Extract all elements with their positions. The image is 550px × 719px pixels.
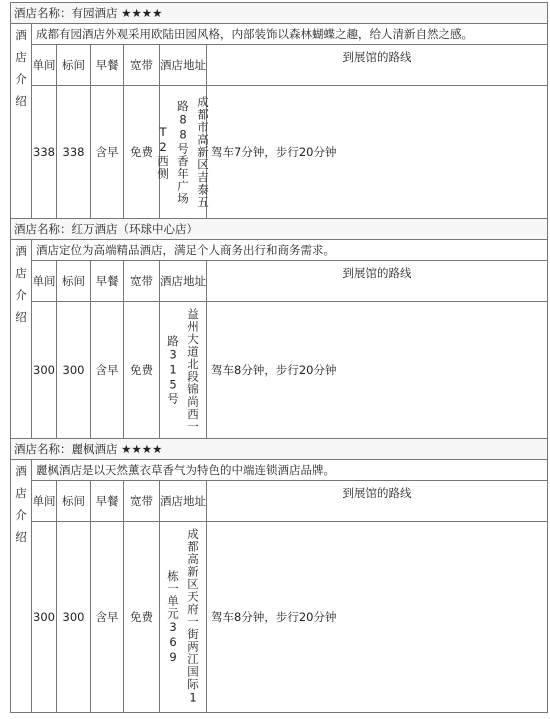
- address-text: 益州大道北段锦尚西一路315号: [166, 307, 200, 433]
- hotel-title: 酒店名称：有园酒店 ★★★★: [10, 2, 548, 23]
- cell-standard: 338: [57, 86, 91, 218]
- intro-char: 酒: [15, 244, 27, 258]
- header-single: 单间: [32, 45, 57, 85]
- header-standard: 标间: [57, 261, 91, 301]
- cell-single: 338: [32, 86, 57, 218]
- header-breakfast: 早餐: [91, 481, 124, 521]
- header-broadband: 宽带: [124, 261, 160, 301]
- hotel-block: [10, 459, 548, 713]
- hotel-description: 酒店定位为高端精品酒店，满足个人商务出行和商务需求。: [32, 240, 547, 261]
- intro-char: 介: [15, 288, 27, 302]
- cell-address: [156, 86, 210, 218]
- hotel-intro-label: [11, 460, 32, 712]
- header-single: 单间: [32, 261, 57, 301]
- hotel-content: [32, 460, 547, 712]
- header-broadband: 宽带: [124, 481, 160, 521]
- cell-standard: 300: [57, 302, 91, 438]
- intro-char: 酒: [15, 28, 27, 42]
- cell-address: [160, 522, 207, 712]
- intro-char: 店: [15, 50, 27, 64]
- cell-breakfast: 含早: [91, 522, 124, 712]
- cell-broadband: 免费: [124, 86, 160, 218]
- cell-broadband: 免费: [124, 522, 160, 712]
- hotel-content: [32, 240, 547, 438]
- cell-address: [160, 302, 207, 438]
- cell-route: 驾车8分钟，步行20分钟: [211, 363, 337, 377]
- hotel-content: [32, 24, 547, 218]
- hotel-table-row: [32, 522, 547, 712]
- header-breakfast: 早餐: [91, 45, 124, 85]
- intro-char: 酒: [15, 464, 27, 478]
- header-breakfast: 早餐: [91, 261, 124, 301]
- hotel-intro-label: [11, 24, 32, 218]
- address-text: 成都高新区天府一街两江国际1栋一单元369: [166, 528, 200, 706]
- header-standard: 标间: [57, 45, 91, 85]
- hotel-table-header: [32, 45, 547, 86]
- cell-single: 300: [32, 302, 57, 438]
- hotel-block: [10, 239, 548, 438]
- header-address: 酒店地址: [160, 481, 207, 521]
- cell-broadband: 免费: [124, 302, 160, 438]
- intro-char: 介: [15, 508, 27, 522]
- header-address: 酒店地址: [160, 261, 207, 301]
- header-single: 单间: [32, 481, 57, 521]
- intro-char: 介: [15, 72, 27, 86]
- hotel-table-header: [32, 261, 547, 302]
- header-broadband: 宽带: [124, 45, 160, 85]
- address-text: 成都市高新区吉泰五路88号香年广场T2西侧: [156, 95, 210, 209]
- cell-route: 驾车8分钟，步行20分钟: [211, 610, 337, 624]
- header-route: 到展馆的路线: [342, 266, 412, 280]
- hotel-intro-label: [11, 240, 32, 438]
- intro-char: 绍: [15, 310, 27, 324]
- hotel-description: 成都有园酒店外观采用欧陆田园风格，内部装饰以森林蝴蝶之趣，给人清新自然之感。: [32, 24, 547, 45]
- hotel-block: [10, 23, 548, 218]
- header-address: 酒店地址: [160, 45, 207, 85]
- cell-breakfast: 含早: [91, 302, 124, 438]
- hotel-title: 酒店名称：麗枫酒店 ★★★★: [10, 438, 548, 459]
- intro-char: 店: [15, 486, 27, 500]
- hotel-table-row: [32, 302, 547, 438]
- intro-char: 店: [15, 266, 27, 280]
- intro-char: 绍: [15, 94, 27, 108]
- cell-standard: 300: [57, 522, 91, 712]
- intro-char: 绍: [15, 530, 27, 544]
- header-standard: 标间: [57, 481, 91, 521]
- hotel-grid: [10, 2, 548, 713]
- cell-breakfast: 含早: [91, 86, 124, 218]
- header-route: 到展馆的路线: [342, 50, 412, 64]
- header-route: 到展馆的路线: [342, 486, 412, 500]
- cell-single: 300: [32, 522, 57, 712]
- hotel-description: 麗枫酒店是以天然薰衣草香气为特色的中端连锁酒店品牌。: [32, 460, 547, 481]
- hotel-title: 酒店名称：红万酒店（环球中心店）: [10, 218, 548, 239]
- hotel-table-row: [32, 86, 547, 218]
- hotel-table-header: [32, 481, 547, 522]
- cell-route: 驾车7分钟，步行20分钟: [211, 145, 337, 159]
